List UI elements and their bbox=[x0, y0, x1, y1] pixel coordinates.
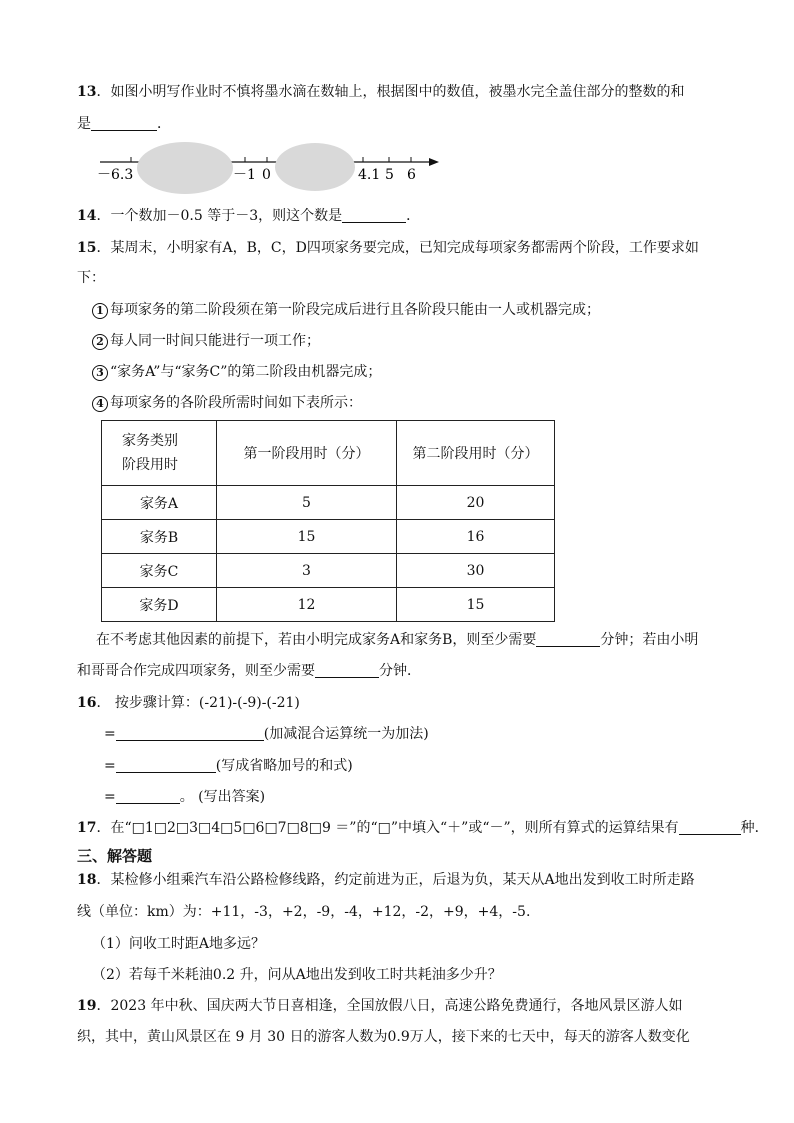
q15-rule-1 bbox=[92, 300, 600, 320]
number-line-figure bbox=[95, 140, 455, 196]
row-stage2: 20 bbox=[397, 486, 555, 520]
q13-text2: 是 bbox=[77, 116, 91, 132]
q16-step2-note: (写成省略加号的和式) bbox=[215, 758, 353, 774]
q19-text1: ．2023 年中秋、国庆两大节日喜相逢，全国放假八日，高速公路免费通行，各地风景区游人如 bbox=[96, 998, 683, 1014]
q15-text2: 下： bbox=[77, 270, 105, 286]
table-row bbox=[102, 486, 555, 520]
rule-3-text: “家务A”与“家务C”的第二阶段由机器完成； bbox=[110, 364, 382, 380]
chores-table bbox=[101, 420, 555, 622]
circle-number-2: 2 bbox=[92, 334, 108, 350]
q18-line1 bbox=[77, 870, 695, 890]
row-name: 家务C bbox=[102, 554, 217, 588]
q15-answer-blank-2[interactable] bbox=[315, 662, 379, 678]
q15-line2 bbox=[77, 268, 105, 288]
q17-text: ．在“□1□2□3□4□5□6□7□8□9 ＝”的“□”中填入“＋”或“－”，则所有算式的运算结果有 bbox=[96, 820, 679, 836]
q13-end: ． bbox=[157, 116, 171, 132]
row-name: 家务A bbox=[102, 486, 217, 520]
q16-step3 bbox=[104, 787, 265, 807]
q17-end: 种． bbox=[740, 820, 769, 836]
q15-rule-3 bbox=[92, 362, 381, 382]
q15-line1 bbox=[77, 238, 699, 258]
ink-blot-right bbox=[275, 143, 355, 191]
q16-number: 16 bbox=[77, 695, 97, 711]
q16-step1 bbox=[104, 724, 429, 744]
q16-line bbox=[77, 693, 300, 713]
q16-blank-3[interactable] bbox=[116, 788, 180, 804]
row-stage1: 5 bbox=[217, 486, 397, 520]
row-stage1: 15 bbox=[217, 520, 397, 554]
row-stage2: 30 bbox=[397, 554, 555, 588]
q15-line4 bbox=[77, 661, 421, 681]
q14-end: ． bbox=[406, 208, 421, 224]
q18-text2: 线（单位：km）为：+11，-3，+2，-9，-4，+12，-2，+9，+4，-5. bbox=[77, 904, 531, 920]
row-name: 家务B bbox=[102, 520, 217, 554]
q17-line bbox=[77, 818, 769, 838]
q16-blank-1[interactable] bbox=[116, 725, 264, 741]
corner-top-label: 家务类别 bbox=[122, 433, 178, 449]
row-stage2: 15 bbox=[397, 588, 555, 622]
label-0: 0 bbox=[262, 167, 271, 183]
q13-line1 bbox=[77, 82, 684, 102]
rule-2-text: 每人同一时间只能进行一项工作； bbox=[110, 333, 320, 349]
q15-answer-blank-1[interactable] bbox=[536, 631, 600, 647]
q17-number: 17 bbox=[77, 820, 97, 836]
q14-line bbox=[77, 206, 420, 226]
q18-line2 bbox=[77, 902, 530, 922]
circle-number-4: 4 bbox=[92, 396, 108, 412]
q13-number: 13 bbox=[77, 84, 97, 100]
section-heading: 三、解答题 bbox=[77, 847, 153, 865]
q16-step2 bbox=[104, 756, 353, 776]
label-4-1: 4.1 bbox=[358, 167, 381, 183]
row-stage1: 12 bbox=[217, 588, 397, 622]
ink-blot-left bbox=[137, 142, 233, 194]
q19-line2 bbox=[77, 1027, 690, 1047]
q19-text2: 织，其中，黄山风景区在 9 月 30 日的游客人数为0.9万人，接下来的七天中，每天的游客人数变化 bbox=[77, 1029, 690, 1045]
q19-number: 19 bbox=[77, 998, 97, 1014]
q13-text1: ．如图小明写作业时不慎将墨水滴在数轴上，根据图中的数值，被墨水完全盖住部分的整数的和 bbox=[96, 84, 685, 100]
col-stage2-header: 第二阶段用时（分） bbox=[397, 421, 555, 486]
q15-text3b: 分钟；若由小明 bbox=[600, 632, 699, 648]
q18-text1: ．某检修小组乘汽车沿公路检修线路，约定前进为正，后退为负，某天从A地出发到收工时所走路 bbox=[96, 872, 695, 888]
rule-4-text: 每项家务的各阶段所需时间如下表所示： bbox=[110, 395, 362, 411]
label-6: 6 bbox=[407, 167, 416, 183]
q15-text1: ．某周末，小明家有A，B，C，D四项家务要完成，已知完成每项家务都需两个阶段，工作要求如 bbox=[96, 240, 699, 256]
q15-rule-4 bbox=[92, 393, 362, 413]
q15-rule-2 bbox=[92, 331, 320, 351]
q15-line3 bbox=[96, 630, 698, 650]
row-stage1: 3 bbox=[217, 554, 397, 588]
q14-text: ．一个数加－0.5 等于－3，则这个数是 bbox=[96, 208, 343, 224]
equals-sign: = bbox=[104, 726, 116, 742]
q15-text4a: 和哥哥合作完成四项家务，则至少需要 bbox=[77, 663, 315, 679]
circle-number-1: 1 bbox=[92, 303, 108, 319]
label-neg6-3: －6.3 bbox=[97, 167, 134, 183]
corner-bottom-label: 阶段用时 bbox=[122, 457, 178, 473]
circle-number-3: 3 bbox=[92, 365, 108, 381]
q18-sub2 bbox=[92, 965, 502, 985]
q16-step1-note: (加减混合运算统一为加法) bbox=[263, 726, 429, 742]
q18-sub1-text: （1）问收工时距A地多远？ bbox=[92, 936, 266, 952]
table-row bbox=[102, 520, 555, 554]
rule-1-text: 每项家务的第二阶段须在第一阶段完成后进行且各阶段只能由一人或机器完成； bbox=[110, 302, 600, 318]
row-stage2: 16 bbox=[397, 520, 555, 554]
equals-sign: = bbox=[104, 758, 116, 774]
col-stage1-header: 第一阶段用时（分） bbox=[217, 421, 397, 486]
table-corner-cell bbox=[102, 421, 217, 486]
q15-text3a: 在不考虑其他因素的前提下，若由小明完成家务A和家务B，则至少需要 bbox=[96, 632, 537, 648]
q18-sub1 bbox=[92, 934, 265, 954]
q18-sub2-text: （2）若每千米耗油0.2 升，问从A地出发到收工时共耗油多少升？ bbox=[92, 967, 502, 983]
q18-number: 18 bbox=[77, 872, 97, 888]
q15-number: 15 bbox=[77, 240, 97, 256]
q13-line2 bbox=[77, 114, 171, 134]
row-name: 家务D bbox=[102, 588, 217, 622]
label-5: 5 bbox=[385, 167, 394, 183]
q14-number: 14 bbox=[77, 208, 97, 224]
label-neg1: －1 bbox=[233, 167, 256, 183]
q16-text: ． 按步骤计算：(-21)-(-9)-(-21) bbox=[96, 695, 300, 711]
table-row bbox=[102, 554, 555, 588]
q14-answer-blank[interactable] bbox=[342, 207, 406, 223]
number-line-arrow bbox=[429, 158, 439, 166]
table-header-row bbox=[102, 421, 555, 486]
q19-line1 bbox=[77, 996, 683, 1016]
equals-sign: = bbox=[104, 789, 116, 805]
table-row bbox=[102, 588, 555, 622]
q16-step3-note: 。 (写出答案) bbox=[179, 789, 266, 805]
q17-answer-blank[interactable] bbox=[679, 819, 741, 835]
q13-answer-blank[interactable] bbox=[91, 115, 157, 131]
q15-text4b: 分钟． bbox=[379, 663, 421, 679]
q16-blank-2[interactable] bbox=[116, 757, 216, 773]
